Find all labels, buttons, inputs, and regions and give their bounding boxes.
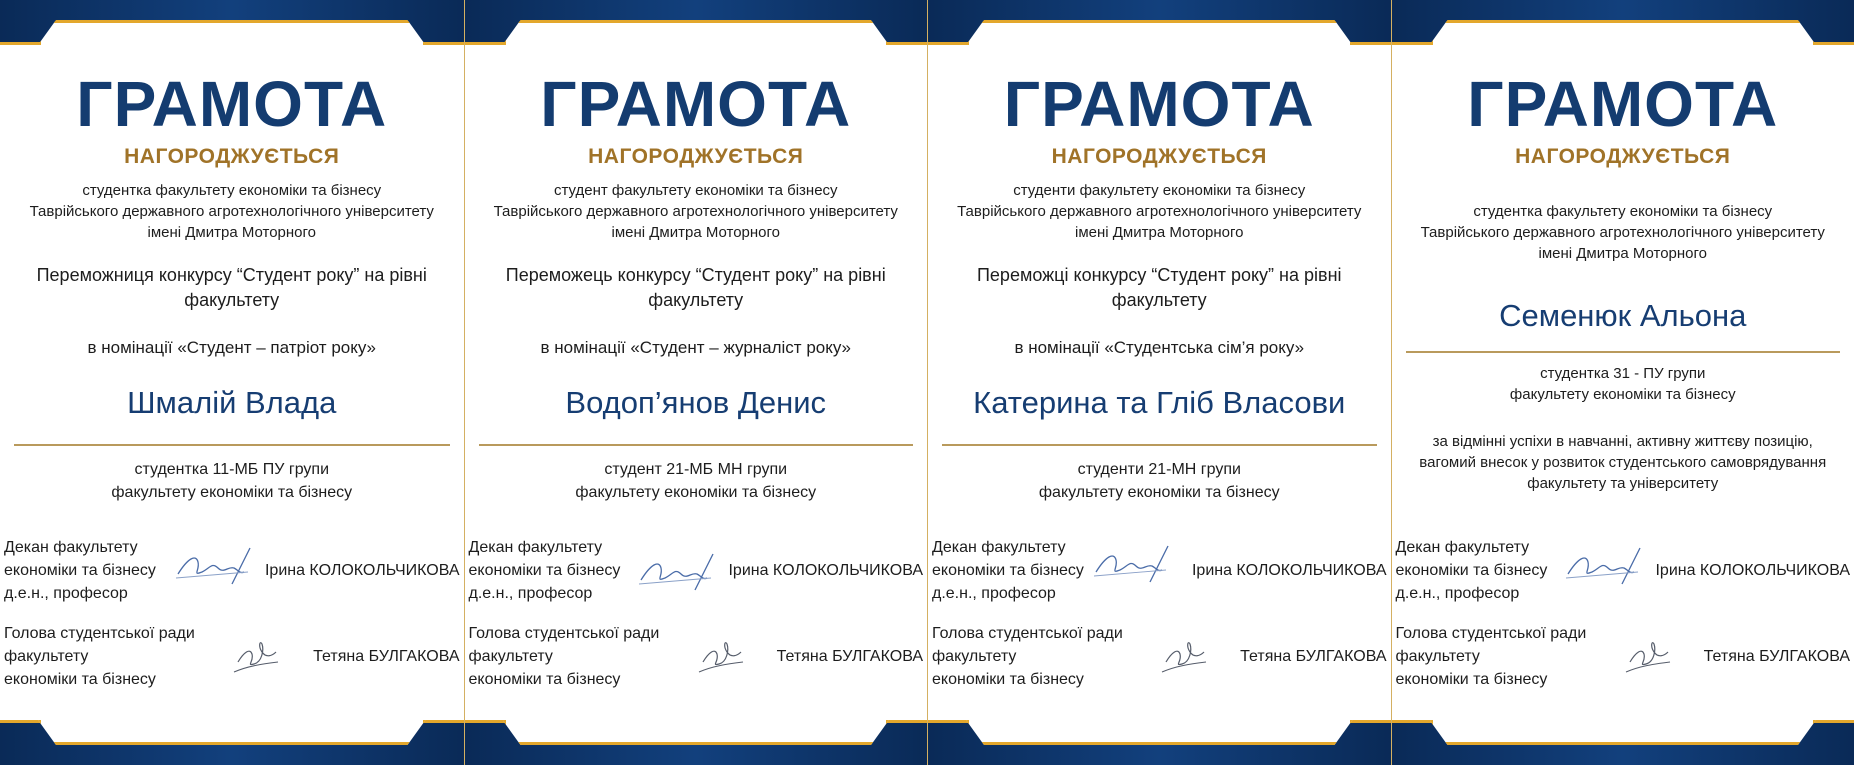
recipient-intro bbox=[465, 180, 928, 243]
head-role-line: Голова студентської ради bbox=[468, 625, 660, 642]
bottom-frame-tab bbox=[1430, 720, 1817, 745]
reason-line: за відмінні успіхи в навчанні, активну життєву позицію, bbox=[1432, 433, 1813, 450]
dean-role-line: д.е.н., професор bbox=[468, 585, 593, 602]
head-role-line: Голова студентської ради bbox=[4, 625, 195, 642]
dean-name: Ірина КОЛОКОЛЬЧИКОВА bbox=[264, 562, 460, 579]
intro-line: імені Дмитра Моторного bbox=[1074, 224, 1244, 241]
head-signature-block bbox=[469, 622, 924, 694]
certificate-title: ГРАМОТА bbox=[540, 68, 852, 140]
head-role-line: Голова студентської ради bbox=[1395, 625, 1587, 642]
head-role-line: факультету bbox=[932, 648, 1017, 665]
name-underline bbox=[14, 444, 450, 446]
dean-signature-block bbox=[469, 536, 924, 608]
recipient-intro bbox=[0, 180, 464, 243]
certificate-title: ГРАМОТА bbox=[1467, 68, 1779, 140]
group-line: факультету економіки та бізнесу bbox=[1509, 386, 1736, 403]
bottom-frame-tab bbox=[38, 720, 426, 745]
certificate-content bbox=[928, 45, 1391, 720]
intro-line: студент факультету економіки та бізнесу bbox=[553, 182, 838, 199]
group-info bbox=[465, 458, 928, 504]
signature-icon bbox=[232, 632, 282, 678]
recipient-name: Шмалій Влада bbox=[127, 385, 337, 420]
head-role bbox=[1396, 622, 1587, 691]
head-role-line: факультету bbox=[1395, 648, 1480, 665]
group-line: факультету економіки та бізнесу bbox=[1038, 484, 1280, 501]
group-info bbox=[1392, 363, 1854, 405]
name-underline bbox=[479, 444, 914, 446]
achievement-line: факультету bbox=[184, 290, 280, 310]
certificate-content bbox=[0, 45, 464, 720]
certificate-3 bbox=[927, 0, 1391, 765]
intro-line: студентка факультету економіки та бізнесу bbox=[82, 182, 382, 199]
award-heading: НАГОРОДЖУЄТЬСЯ bbox=[1515, 145, 1731, 168]
award-heading: НАГОРОДЖУЄТЬСЯ bbox=[588, 145, 804, 168]
intro-line: Таврійського державного агротехнологічного університету bbox=[1420, 224, 1825, 241]
certificate-2 bbox=[464, 0, 928, 765]
award-reason bbox=[1398, 431, 1849, 494]
nomination-text: в номінації «Студент – журналіст року» bbox=[540, 338, 851, 357]
certificate-content bbox=[465, 45, 928, 720]
signature-icon bbox=[697, 632, 747, 678]
dean-role-line: Декан факультету bbox=[4, 539, 138, 556]
achievement-text bbox=[479, 263, 914, 313]
top-frame-tab bbox=[1430, 20, 1817, 45]
dean-role bbox=[4, 536, 156, 605]
head-signature-block bbox=[4, 622, 460, 694]
dean-role-line: економіки та бізнесу bbox=[1395, 562, 1548, 579]
group-line: факультету економіки та бізнесу bbox=[575, 484, 817, 501]
group-info bbox=[0, 458, 464, 504]
head-role bbox=[469, 622, 660, 691]
signature-icon bbox=[1160, 632, 1210, 678]
certificate-content bbox=[1392, 45, 1854, 720]
group-line: студентка 11-МБ ПУ групи bbox=[134, 461, 330, 478]
dean-role bbox=[932, 536, 1084, 605]
achievement-line: Переможниця конкурсу “Студент року” на рівні bbox=[36, 265, 427, 285]
signature-icon bbox=[1564, 540, 1644, 592]
dean-role-line: економіки та бізнесу bbox=[4, 562, 156, 579]
achievement-line: факультету bbox=[1111, 290, 1207, 310]
dean-signature-block bbox=[4, 536, 460, 608]
signature-icon bbox=[174, 540, 254, 592]
head-role-line: економіки та бізнесу bbox=[1395, 671, 1548, 688]
certificate-title: ГРАМОТА bbox=[76, 68, 388, 140]
intro-line: Таврійського державного агротехнологічного університету bbox=[493, 203, 898, 220]
signature-icon bbox=[637, 546, 717, 598]
dean-role-line: д.е.н., професор bbox=[1395, 585, 1520, 602]
top-frame-tab bbox=[38, 20, 426, 45]
dean-role-line: д.е.н., професор bbox=[932, 585, 1056, 602]
signature-icon bbox=[1092, 538, 1172, 590]
head-role-line: Голова студентської ради bbox=[932, 625, 1123, 642]
reason-line: факультету та університету bbox=[1527, 475, 1719, 492]
achievement-text bbox=[14, 263, 450, 313]
certificate-title: ГРАМОТА bbox=[1003, 68, 1315, 140]
reason-line: вагомий внесок у розвиток студентського самоврядування bbox=[1419, 454, 1827, 471]
intro-line: студентка факультету економіки та бізнесу bbox=[1473, 203, 1773, 220]
dean-role-line: економіки та бізнесу bbox=[468, 562, 621, 579]
recipient-name: Водоп’янов Денис bbox=[565, 385, 827, 420]
intro-line: Таврійського державного агротехнологічного університету bbox=[957, 203, 1362, 220]
certificate-1 bbox=[0, 0, 464, 765]
head-role bbox=[932, 622, 1123, 691]
intro-line: імені Дмитра Моторного bbox=[1538, 245, 1707, 262]
head-role bbox=[4, 622, 195, 691]
head-name: Тетяна БУЛГАКОВА bbox=[1703, 648, 1850, 665]
head-role-line: економіки та бізнесу bbox=[468, 671, 621, 688]
dean-name: Ірина КОЛОКОЛЬЧИКОВА bbox=[728, 562, 923, 579]
head-role-line: факультету bbox=[4, 648, 89, 665]
dean-name: Ірина КОЛОКОЛЬЧИКОВА bbox=[1655, 562, 1850, 579]
dean-signature-block bbox=[1396, 536, 1851, 608]
group-line: студентка 31 - ПУ групи bbox=[1540, 365, 1706, 382]
intro-line: імені Дмитра Моторного bbox=[611, 224, 780, 241]
achievement-line: факультету bbox=[648, 290, 744, 310]
head-signature-block bbox=[1396, 622, 1851, 694]
group-info bbox=[928, 458, 1391, 504]
dean-role-line: економіки та бізнесу bbox=[932, 562, 1084, 579]
intro-line: студенти факультету економіки та бізнесу bbox=[1013, 182, 1306, 199]
certificate-4 bbox=[1391, 0, 1854, 765]
head-signature-block bbox=[932, 622, 1387, 694]
top-frame-tab bbox=[503, 20, 890, 45]
award-heading: НАГОРОДЖУЄТЬСЯ bbox=[124, 145, 340, 168]
head-role-line: факультету bbox=[468, 648, 553, 665]
name-underline bbox=[942, 444, 1377, 446]
top-frame-tab bbox=[966, 20, 1353, 45]
signature-icon bbox=[1624, 632, 1674, 678]
achievement-line: Переможець конкурсу “Студент року” на рівні bbox=[505, 265, 886, 285]
head-name: Тетяна БУЛГАКОВА bbox=[1240, 648, 1387, 665]
name-underline bbox=[1406, 351, 1841, 353]
group-line: студент 21-МБ МН групи bbox=[604, 461, 788, 478]
bottom-frame-tab bbox=[966, 720, 1353, 745]
head-name: Тетяна БУЛГАКОВА bbox=[313, 648, 460, 665]
recipient-intro bbox=[1392, 201, 1854, 264]
dean-role-line: д.е.н., професор bbox=[4, 585, 128, 602]
head-role-line: економіки та бізнесу bbox=[932, 671, 1084, 688]
group-line: студенти 21-МН групи bbox=[1077, 461, 1241, 478]
dean-signature-block bbox=[932, 536, 1387, 608]
recipient-name: Катерина та Гліб Власови bbox=[973, 385, 1346, 420]
nomination-text: в номінації «Студент – патріот року» bbox=[87, 338, 377, 357]
bottom-frame-tab bbox=[503, 720, 890, 745]
dean-name: Ірина КОЛОКОЛЬЧИКОВА bbox=[1191, 562, 1387, 579]
nomination-text: в номінації «Студентська сім’я року» bbox=[1014, 338, 1305, 357]
dean-role-line: Декан факультету bbox=[1395, 539, 1530, 556]
intro-line: імені Дмитра Моторного bbox=[147, 224, 316, 241]
dean-role-line: Декан факультету bbox=[932, 539, 1066, 556]
award-heading: НАГОРОДЖУЄТЬСЯ bbox=[1051, 145, 1267, 168]
dean-role bbox=[469, 536, 621, 605]
head-role-line: економіки та бізнесу bbox=[4, 671, 156, 688]
achievement-line: Переможці конкурсу “Студент року” на рівні bbox=[976, 265, 1342, 285]
achievement-text bbox=[942, 263, 1377, 313]
group-line: факультету економіки та бізнесу bbox=[111, 484, 353, 501]
dean-role bbox=[1396, 536, 1548, 605]
recipient-name: Семенюк Альона bbox=[1499, 298, 1747, 333]
head-name: Тетяна БУЛГАКОВА bbox=[776, 648, 923, 665]
intro-line: Таврійського державного агротехнологічного університету bbox=[29, 203, 434, 220]
dean-role-line: Декан факультету bbox=[468, 539, 603, 556]
recipient-intro bbox=[928, 180, 1391, 243]
